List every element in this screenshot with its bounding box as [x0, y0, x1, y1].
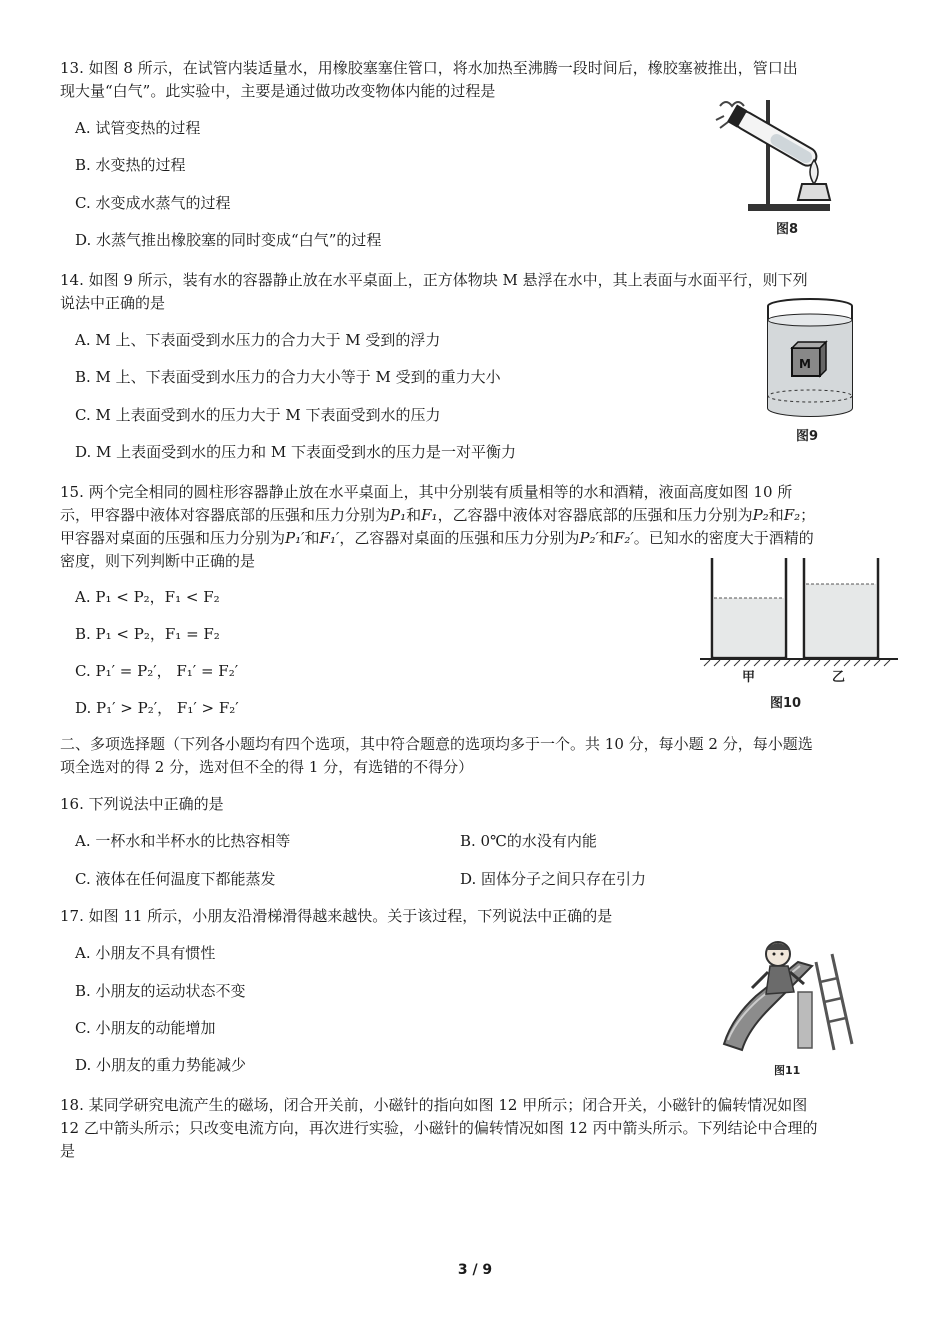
- q13-option-b: B. 水变热的过程: [75, 156, 186, 174]
- figure-11-caption: 图11: [774, 1064, 801, 1077]
- q17-option-d: D. 小朋友的重力势能减少: [75, 1056, 247, 1074]
- figure-10-caption: 图10: [770, 696, 802, 711]
- q13-option-c: C. 水变成水蒸气的过程: [75, 194, 231, 212]
- figure-10-label-yi: 乙: [832, 670, 846, 685]
- q16-option-b: B. 0℃的水没有内能: [460, 832, 597, 850]
- q17-stem: 17. 如图 11 所示，小朋友沿滑梯滑得越来越快。关于该过程，下列说法中正确的是: [60, 907, 613, 925]
- q15-option-a: A. P₁ < P₂，F₁ < F₂: [75, 588, 220, 606]
- q16-option-d: D. 固体分子之间只存在引力: [460, 870, 647, 888]
- q15-stem-line3: 甲容器对桌面的压强和压力分别为P₁′和F₁′，乙容器对桌面的压强和压力分别为P₂′和F₂′。已知水的密度大于酒精的: [60, 529, 814, 547]
- figure-11-slide: [712, 932, 860, 1060]
- q15-option-d: D. P₁′ > P₂′， F₁′ > F₂′: [75, 699, 239, 717]
- figure-8-caption: 图8: [776, 222, 799, 237]
- q13-option-a: A. 试管变热的过程: [75, 119, 201, 137]
- q14-option-b: B. M 上、下表面受到水压力的合力大小等于 M 受到的重力大小: [75, 368, 501, 386]
- q15-stem-line4: 密度，则下列判断中正确的是: [60, 552, 256, 570]
- q18-stem-line2: 12 乙中箭头所示；只改变电流方向，再次进行实验，小磁针的偏转情况如图 12 丙中箭头所示。下列结论中合理的: [60, 1119, 818, 1137]
- q16-stem: 16. 下列说法中正确的是: [60, 795, 224, 813]
- q15-option-c: C. P₁′ = P₂′， F₁′ = F₂′: [75, 662, 239, 680]
- q15-option-b: B. P₁ < P₂，F₁ = F₂: [75, 625, 220, 643]
- q18-stem-line3: 是: [60, 1142, 76, 1160]
- q15-stem-line2: 示，甲容器中液体对容器底部的压强和压力分别为P₁和F₁，乙容器中液体对容器底部的压强和压力分别为P₂和F₂；: [60, 506, 816, 524]
- q13-option-d: D. 水蒸气推出橡胶塞的同时变成“白气”的过程: [75, 231, 382, 249]
- q14-option-a: A. M 上、下表面受到水压力的合力大于 M 受到的浮力: [75, 331, 441, 349]
- figure-8-test-tube: [710, 92, 850, 220]
- q18-stem-line1: 18. 某同学研究电流产生的磁场，闭合开关前，小磁针的指向如图 12 甲所示；闭合开关，小磁针的偏转情况如图: [60, 1096, 808, 1114]
- figure-10-containers: [700, 556, 900, 668]
- q13-stem-line2: 现大量“白气”。此实验中，主要是通过做功改变物体内能的过程是: [60, 82, 496, 100]
- block-m-label: M: [799, 357, 811, 371]
- section2-instructions-line2: 项全选对的得 2 分，选对但不全的得 1 分，有选错的不得分）: [60, 758, 474, 776]
- q17-option-b: B. 小朋友的运动状态不变: [75, 982, 246, 1000]
- q16-option-a: A. 一杯水和半杯水的比热容相等: [75, 832, 291, 850]
- q14-option-d: D. M 上表面受到水的压力和 M 下表面受到水的压力是一对平衡力: [75, 443, 517, 461]
- q15-stem-line1: 15. 两个完全相同的圆柱形容器静止放在水平桌面上，其中分别装有质量相等的水和酒精，液面高度如图 10 所: [60, 483, 793, 501]
- q13-stem-line1: 13. 如图 8 所示，在试管内装适量水，用橡胶塞塞住管口，将水加热至沸腾一段时间后，橡胶塞被推出，管口出: [60, 59, 798, 77]
- q17-option-a: A. 小朋友不具有惯性: [75, 944, 216, 962]
- figure-9-container: [762, 296, 858, 422]
- q14-stem-line2: 说法中正确的是: [60, 294, 166, 312]
- section2-instructions-line1: 二、多项选择题（下列各小题均有四个选项，其中符合题意的选项均多于一个。共 10 分，每小题 2 分，每小题选: [60, 735, 813, 753]
- figure-10-label-jia: 甲: [742, 670, 756, 685]
- q17-option-c: C. 小朋友的动能增加: [75, 1019, 216, 1037]
- q14-option-c: C. M 上表面受到水的压力大于 M 下表面受到水的压力: [75, 406, 441, 424]
- page-number: 3 / 9: [457, 1262, 493, 1278]
- figure-9-caption: 图9: [796, 429, 819, 444]
- q16-option-c: C. 液体在任何温度下都能蒸发: [75, 870, 276, 888]
- q14-stem-line1: 14. 如图 9 所示，装有水的容器静止放在水平桌面上，正方体物块 M 悬浮在水中，其上表面与水面平行，则下列: [60, 271, 808, 289]
